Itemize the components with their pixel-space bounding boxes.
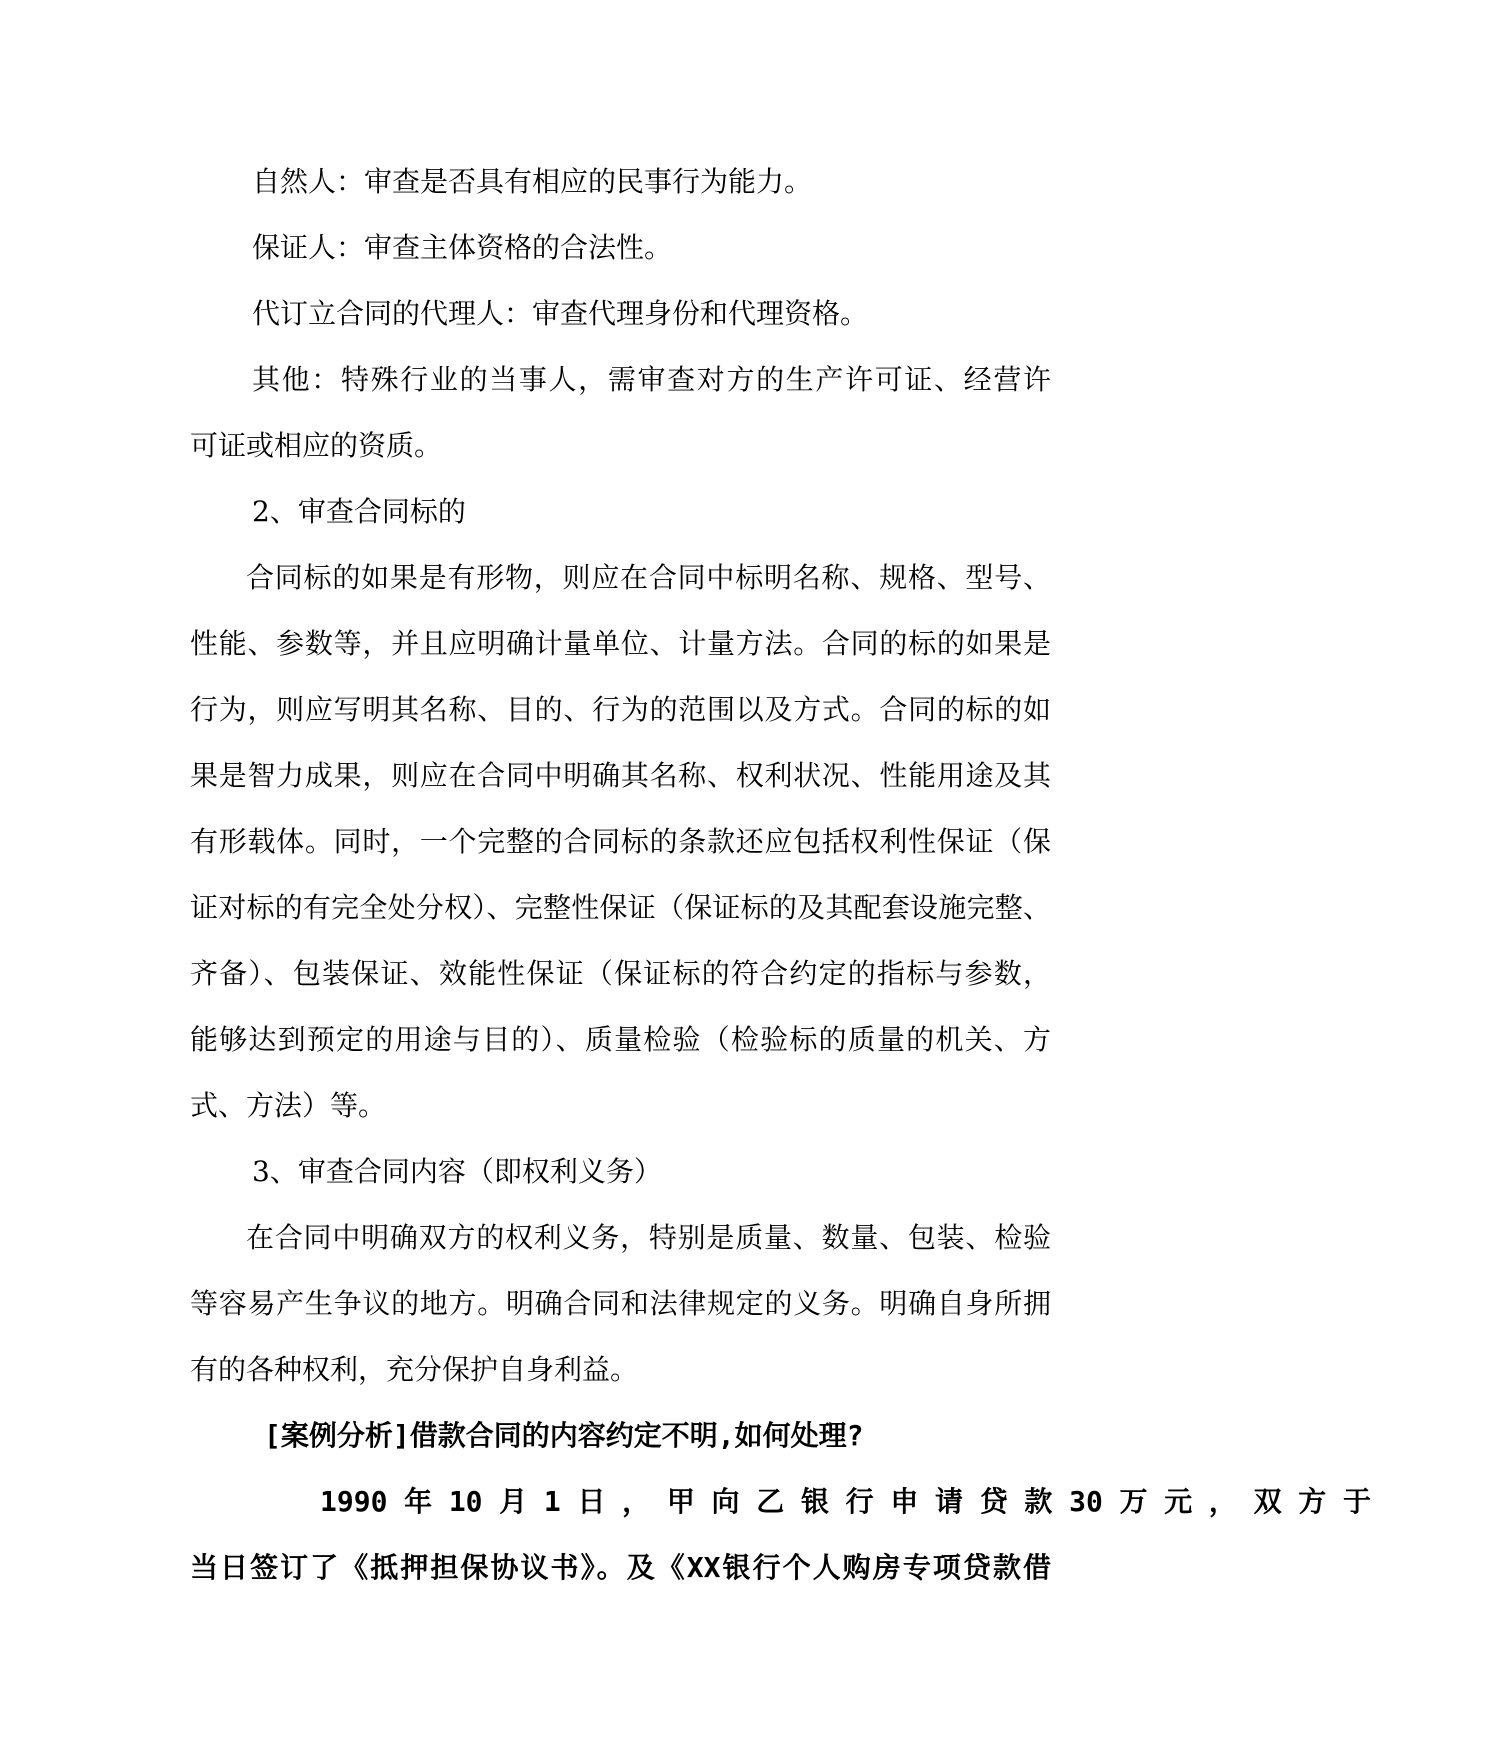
paragraph-agent: 代订立合同的代理人：审查代理身份和代理资格。 [252, 297, 869, 330]
case-analysis-heading: [案例分析]借款合同的内容约定不明,如何处理? [264, 1419, 864, 1452]
paragraph-natural-person: 自然人：审查是否具有相应的民事行为能力。 [252, 165, 813, 198]
section-heading-subject-matter: 2、审查合同标的 [252, 495, 466, 528]
case-paragraph-line-2: 当日签订了《抵押担保协议书》。及《XX银行个人购房专项贷款借 [190, 1551, 1051, 1584]
paragraph-subject-line-7: 齐备）、包装保证、效能性保证（保证标的符合约定的指标与参数， [190, 957, 1051, 990]
paragraph-subject-line-2: 性能、参数等，并且应明确计量单位、计量方法。合同的标的如果是 [190, 627, 1051, 660]
case-paragraph-line-1: 1990年10月1日，甲向乙银行申请贷款30万元，双方于 [320, 1485, 1371, 1518]
paragraph-subject-line-9: 式、方法）等。 [190, 1089, 387, 1122]
paragraph-content-line-3: 有的各种权利，充分保护自身利益。 [190, 1353, 639, 1386]
paragraph-subject-line-8: 能够达到预定的用途与目的）、质量检验（检验标的质量的机关、方 [190, 1023, 1051, 1056]
paragraph-subject-line-4: 果是智力成果，则应在合同中明确其名称、权利状况、性能用途及其 [190, 759, 1051, 792]
paragraph-guarantor: 保证人：审查主体资格的合法性。 [252, 231, 673, 264]
paragraph-content-line-2: 等容易产生争议的地方。明确合同和法律规定的义务。明确自身所拥 [190, 1287, 1051, 1320]
section-heading-content: 3、审查合同内容（即权利义务） [252, 1155, 662, 1188]
paragraph-subject-line-6: 证对标的有完全处分权）、完整性保证（保证标的及其配套设施完整、 [190, 891, 1051, 924]
paragraph-other-line-1: 其他：特殊行业的当事人，需审查对方的生产许可证、经营许 [252, 363, 1051, 396]
paragraph-content-line-1: 在合同中明确双方的权利义务，特别是质量、数量、包装、检验 [246, 1221, 1051, 1254]
paragraph-subject-line-5: 有形载体。同时，一个完整的合同标的条款还应包括权利性保证（保 [190, 825, 1051, 858]
paragraph-subject-line-1: 合同标的如果是有形物，则应在合同中标明名称、规格、型号、 [246, 561, 1051, 594]
paragraph-other-line-2: 可证或相应的资质。 [190, 429, 443, 462]
paragraph-subject-line-3: 行为，则应写明其名称、目的、行为的范围以及方式。合同的标的如 [190, 693, 1051, 726]
